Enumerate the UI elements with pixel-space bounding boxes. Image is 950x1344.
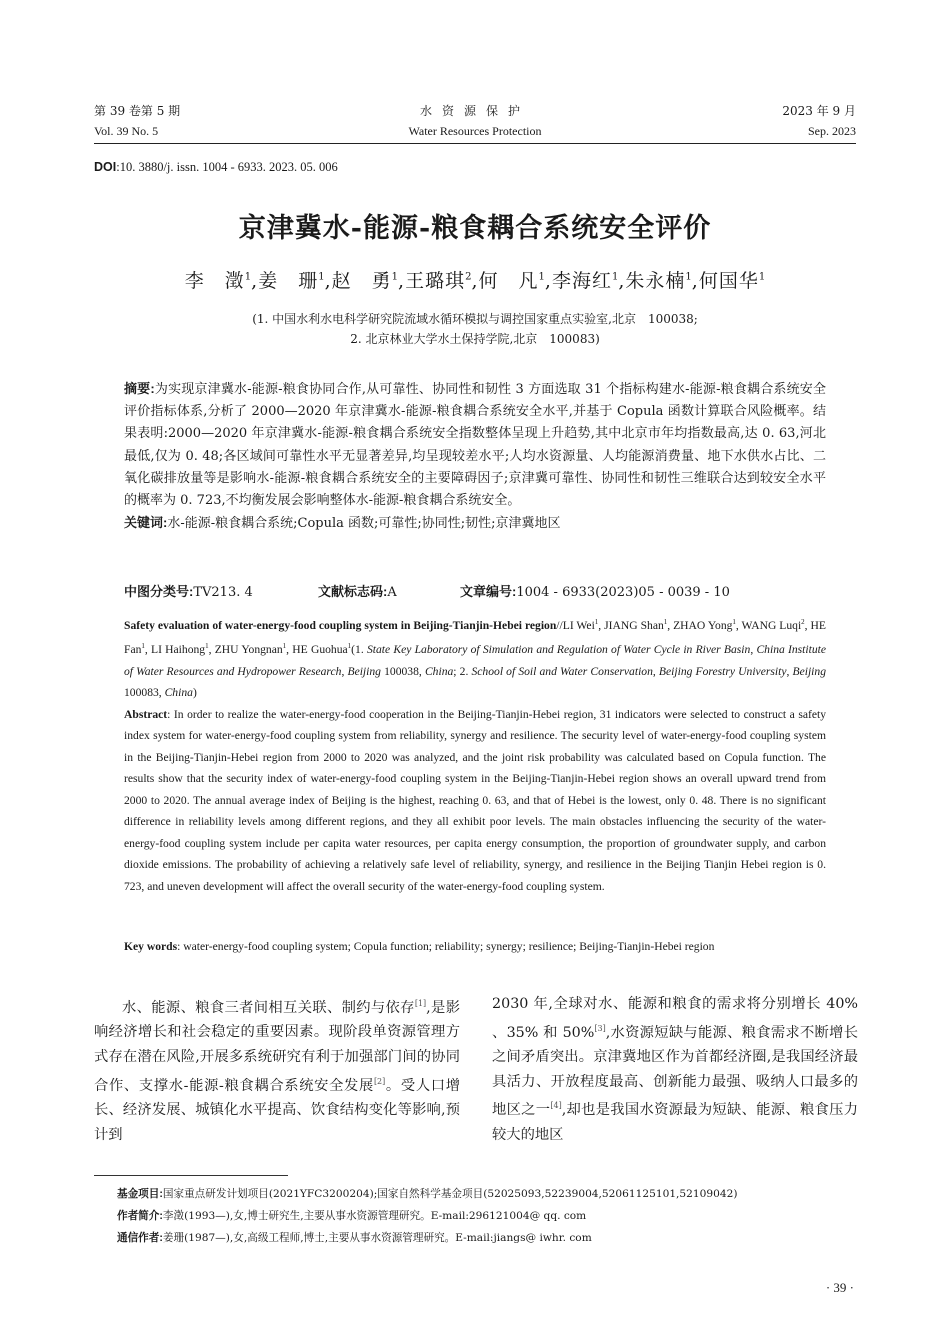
en-author: , LI Haihong [144,643,206,657]
en-affil-mark: 1 [732,618,736,626]
body-text: 2030 年,全球对水、能源和粮食的需求将分别增长 40% 、35% 和 50% [492,996,858,1041]
en-affil-city: Beijing [792,664,826,678]
page-number: · 39 · [825,1280,854,1295]
header-date-zh: 2023 年 9 月 [782,104,856,118]
keywords-zh-text: 水-能源-粮食耦合系统;Copula 函数;可靠性;协同性;韧性;京津冀地区 [167,516,561,532]
en-author: , ZHU Yongnan [208,643,283,657]
footnote-text: 李澂(1993—),女,博士研究生,主要从事水资源管理研究。E-mail:296121004@ qq. com [162,1210,587,1222]
footnote-text: 国家重点研发计划项目(2021YFC3200204);国家自然科学基金项目(52025093,52239004,52061125101,52109042) [162,1188,738,1200]
en-author: //LI Wei [556,618,595,632]
en-affil-code: 100038, [380,664,425,678]
header-journal-zh: 水资源保护 [419,104,530,118]
header-volume-zh: 第 39 卷第 5 期 [94,104,181,118]
en-keywords-text: : water-energy-food coupling system; Copula function; reliability; synergy; resilience; Beijing-Tianjin-Hebei region [177,940,715,953]
doi-value: :10. 3880/j. issn. 1004 - 6933. 2023. 05. 006 [116,160,338,174]
affiliation-line: 2. 北京林业大学水土保持学院,北京 100083) [350,332,600,346]
affiliation-line: (1. 中国水利水电科学研究院流域水循环模拟与调控国家重点实验室,北京 100038; [252,312,698,326]
body-column-left [94,992,460,1147]
author-name: 李海红 [551,270,612,292]
en-title: Safety evaluation of water-energy-food coupling system in Beijing-Tianjin-Hebei region [124,618,557,632]
author-name: 赵 勇 [331,270,392,292]
clc-label: 中图分类号: [124,584,194,599]
abstract-zh-label: 摘要: [124,381,155,396]
doc-code [318,581,397,600]
author-name: 李 澂 [184,270,245,292]
footnote-funding [117,1186,857,1202]
en-keywords-label: Key words [124,940,178,953]
en-affil-city: Beijing [347,664,381,678]
en-affil-mark: 1 [663,618,668,626]
en-affil: ; 2. [453,664,472,678]
en-affil-mark: 1 [141,642,145,651]
en-sep: , [652,664,659,678]
abstract-zh-text: 为实现京津冀水-能源-粮食协同合作,从可靠性、协同性和韧性 3 方面选取 31 个指标构建水-能源-粮食耦合系统安全评价指标体系,分析了 2000—2020 年京津冀水-能源-粮食耦合系统安全水平,并基于 Copula 函数计算联合风险概率。结果表明:2000—2020 年京津冀水-能源-粮食耦合系统安全指数整体呈现上升趋势,其中北京市年均指数最高,达 0. 63,河北最低,仅为 0. 48;各区域间可靠性水平无显著差异,均呈现较差水平;人均水资源量、人均能源消费量、地下水供水占比、二氧化碳排放量等是影响水-能源-粮食耦合系统安全的主要障碍因子;京津冀可靠性、协同性和韧性三维联合达到较安全水平的概率为 0. 723,不均衡发展会影响整体水-能源-粮食耦合系统安全。 [124,382,826,509]
footnote-label: 作者简介: [117,1210,163,1222]
author-name: 何国华 [698,270,759,292]
author-affil-mark: 1 [318,271,325,283]
en-abstract-text: : In order to realize the water-energy-food cooperation in the Beijing-Tianjin-Hebei region, 31 indicators were selected to construct a safety index system for water-energy-food coupling system from reliability, synergy and resilience. The security level of water-energy-food coupling system in the Beijing-Tianjin-Hebei region from 2000 to 2020 was analyzed, and the joint risk probability was calculated based on Copula function. The results show that the security index of water-energy-food coupling system in the Beijing-Tianjin-Hebei region shows an overall upward trend from 2000 to 2020. The annual average index of Beijing is the highest, reaching 0. 63, and that of Hebei is the lowest, only 0. 48. There is no significant difference in reliability levels among different regions, and they all exhibit poor levels. The main obstacles influencing the security of the water-energy-food coupling system include per capita water resources, per capita energy consumption, the proportion of groundwater supply, and carbon dioxide emissions. The probability of achieving a relatively safe level of reliability, synergy, and resilience in the Beijing Tianjin Hebei region is 0. 723, and uneven development will affect the overall security of the water-energy-food coupling system. [124,707,826,893]
footnote-corresponding [117,1230,857,1246]
body-text: ,却也是我国水资源最为短缺、能源、粮食压力较大的地区 [492,1101,859,1143]
en-sep: ) [192,686,197,700]
header-date-en: Sep. 2023 [808,124,856,138]
footnote-label: 基金项目: [117,1188,163,1200]
paper-title: 京津冀水-能源-粮食耦合系统安全评价 [238,213,712,244]
en-affil-country: China [424,664,454,678]
footnote-text: 姜珊(1987—),女,高级工程师,博士,主要从事水资源管理研究。E-mail:jiangs@ iwhr. com [162,1232,592,1244]
running-header [94,101,856,143]
english-abstract-block [124,612,826,897]
en-author: , HE Guohua [286,643,348,657]
doi-line [94,160,338,175]
citation-ref[interactable]: [4] [550,1101,562,1111]
header-rule [94,143,856,144]
author-affil-mark: 1 [685,271,692,283]
en-affil-mark: 1 [347,642,352,651]
footnote-author [117,1208,857,1224]
en-affil-school: School of Soil and Water Conservation [471,664,653,678]
body-text: 水、能源、粮食三者间相互关联、制约与依存 [122,999,415,1016]
header-right [782,101,856,141]
en-author: , JIANG Shan [598,618,664,632]
en-sep: , [750,643,757,657]
en-sep: , [341,664,348,678]
article-number [460,581,730,600]
clc-number [124,581,253,600]
article-number-label: 文章编号: [460,584,517,599]
en-sep: , [786,664,793,678]
article-number-value: 1004 - 6933(2023)05 - 0039 - 10 [516,585,730,600]
en-affil-inst: China Institute of Water Resources and Hydropower Research [124,643,826,678]
author-name: 朱永楠 [625,270,686,292]
en-affil-lab: State Key Laboratory of Simulation and Regulation of Water Cycle in River Basin [366,643,751,657]
body-text: ,水资源短缺与能源、粮食需求不断增长之间矛盾突出。京津冀地区作为首都经济圈,是我国经济最具活力、开放程度最高、创新能力最强、吸纳人口最多的地区之一 [492,1024,858,1118]
citation-ref[interactable]: [3] [594,1023,606,1033]
doc-code-label: 文献标志码: [318,584,388,599]
en-affil-mark: 1 [282,642,287,651]
en-abstract-label: Abstract [124,707,168,721]
en-affil-mark: 1 [594,618,599,626]
doi-label: DOI [94,160,117,174]
author-affil-mark: 2 [465,271,472,283]
en-affil-country: China [164,686,193,700]
en-author: , HE Fan [124,618,826,657]
author-affil-mark: 1 [611,271,619,283]
citation-ref[interactable]: [2] [373,1076,386,1086]
doc-code-value: A [387,585,397,600]
en-affil: (1. [351,643,367,657]
author-affil-mark: 1 [244,271,252,283]
abstract-zh [124,378,826,535]
author-affil-mark: 1 [538,271,545,283]
en-author: , ZHAO Yong [667,618,733,632]
author-list: 李 澂$^1$,姜 珊$^1$,赵 勇$^1$,王璐琪$^2$,何 凡$^1$,李海红$^1$,朱永楠$^1$,何国华$^1$ [184,270,766,292]
author-affil-mark: 1 [391,271,399,283]
affiliations [0,309,950,349]
author-name: 王璐琪 [405,270,466,292]
keywords-zh-label: 关键词: [124,515,168,531]
author-name: 何 凡 [478,270,539,292]
en-affil-univ: Beijing Forestry University [658,664,787,678]
citation-ref[interactable]: [1] [414,999,427,1008]
header-volume-en: Vol. 39 No. 5 [94,124,159,138]
en-affil-mark: 2 [801,618,805,626]
body-text: ,是影响经济增长和社会稳定的重要因素。现阶段单资源管理方式存在潜在风险,开展多系统研究有利于加强部门间的协同合作、支撑水-能源-粮食耦合系统安全发展 [94,999,460,1094]
en-author: , WANG Luqi [735,618,802,632]
footnote-label: 通信作者: [117,1232,163,1244]
header-journal-en: Water Resources Protection [408,124,542,138]
en-affil-mark: 1 [205,642,209,651]
clc-value: TV213. 4 [193,585,253,600]
footnote-rule [94,1175,288,1176]
body-text: 。受人口增长、经济发展、城镇化水平提高、饮食结构变化等影响,预计到 [94,1077,460,1143]
author-affil-mark: 1 [758,271,766,283]
header-center [94,101,856,141]
body-column-right [492,992,858,1147]
author-name: 姜 珊 [258,270,319,292]
en-affil-code: 100083, [124,686,165,700]
english-keywords [124,936,826,958]
